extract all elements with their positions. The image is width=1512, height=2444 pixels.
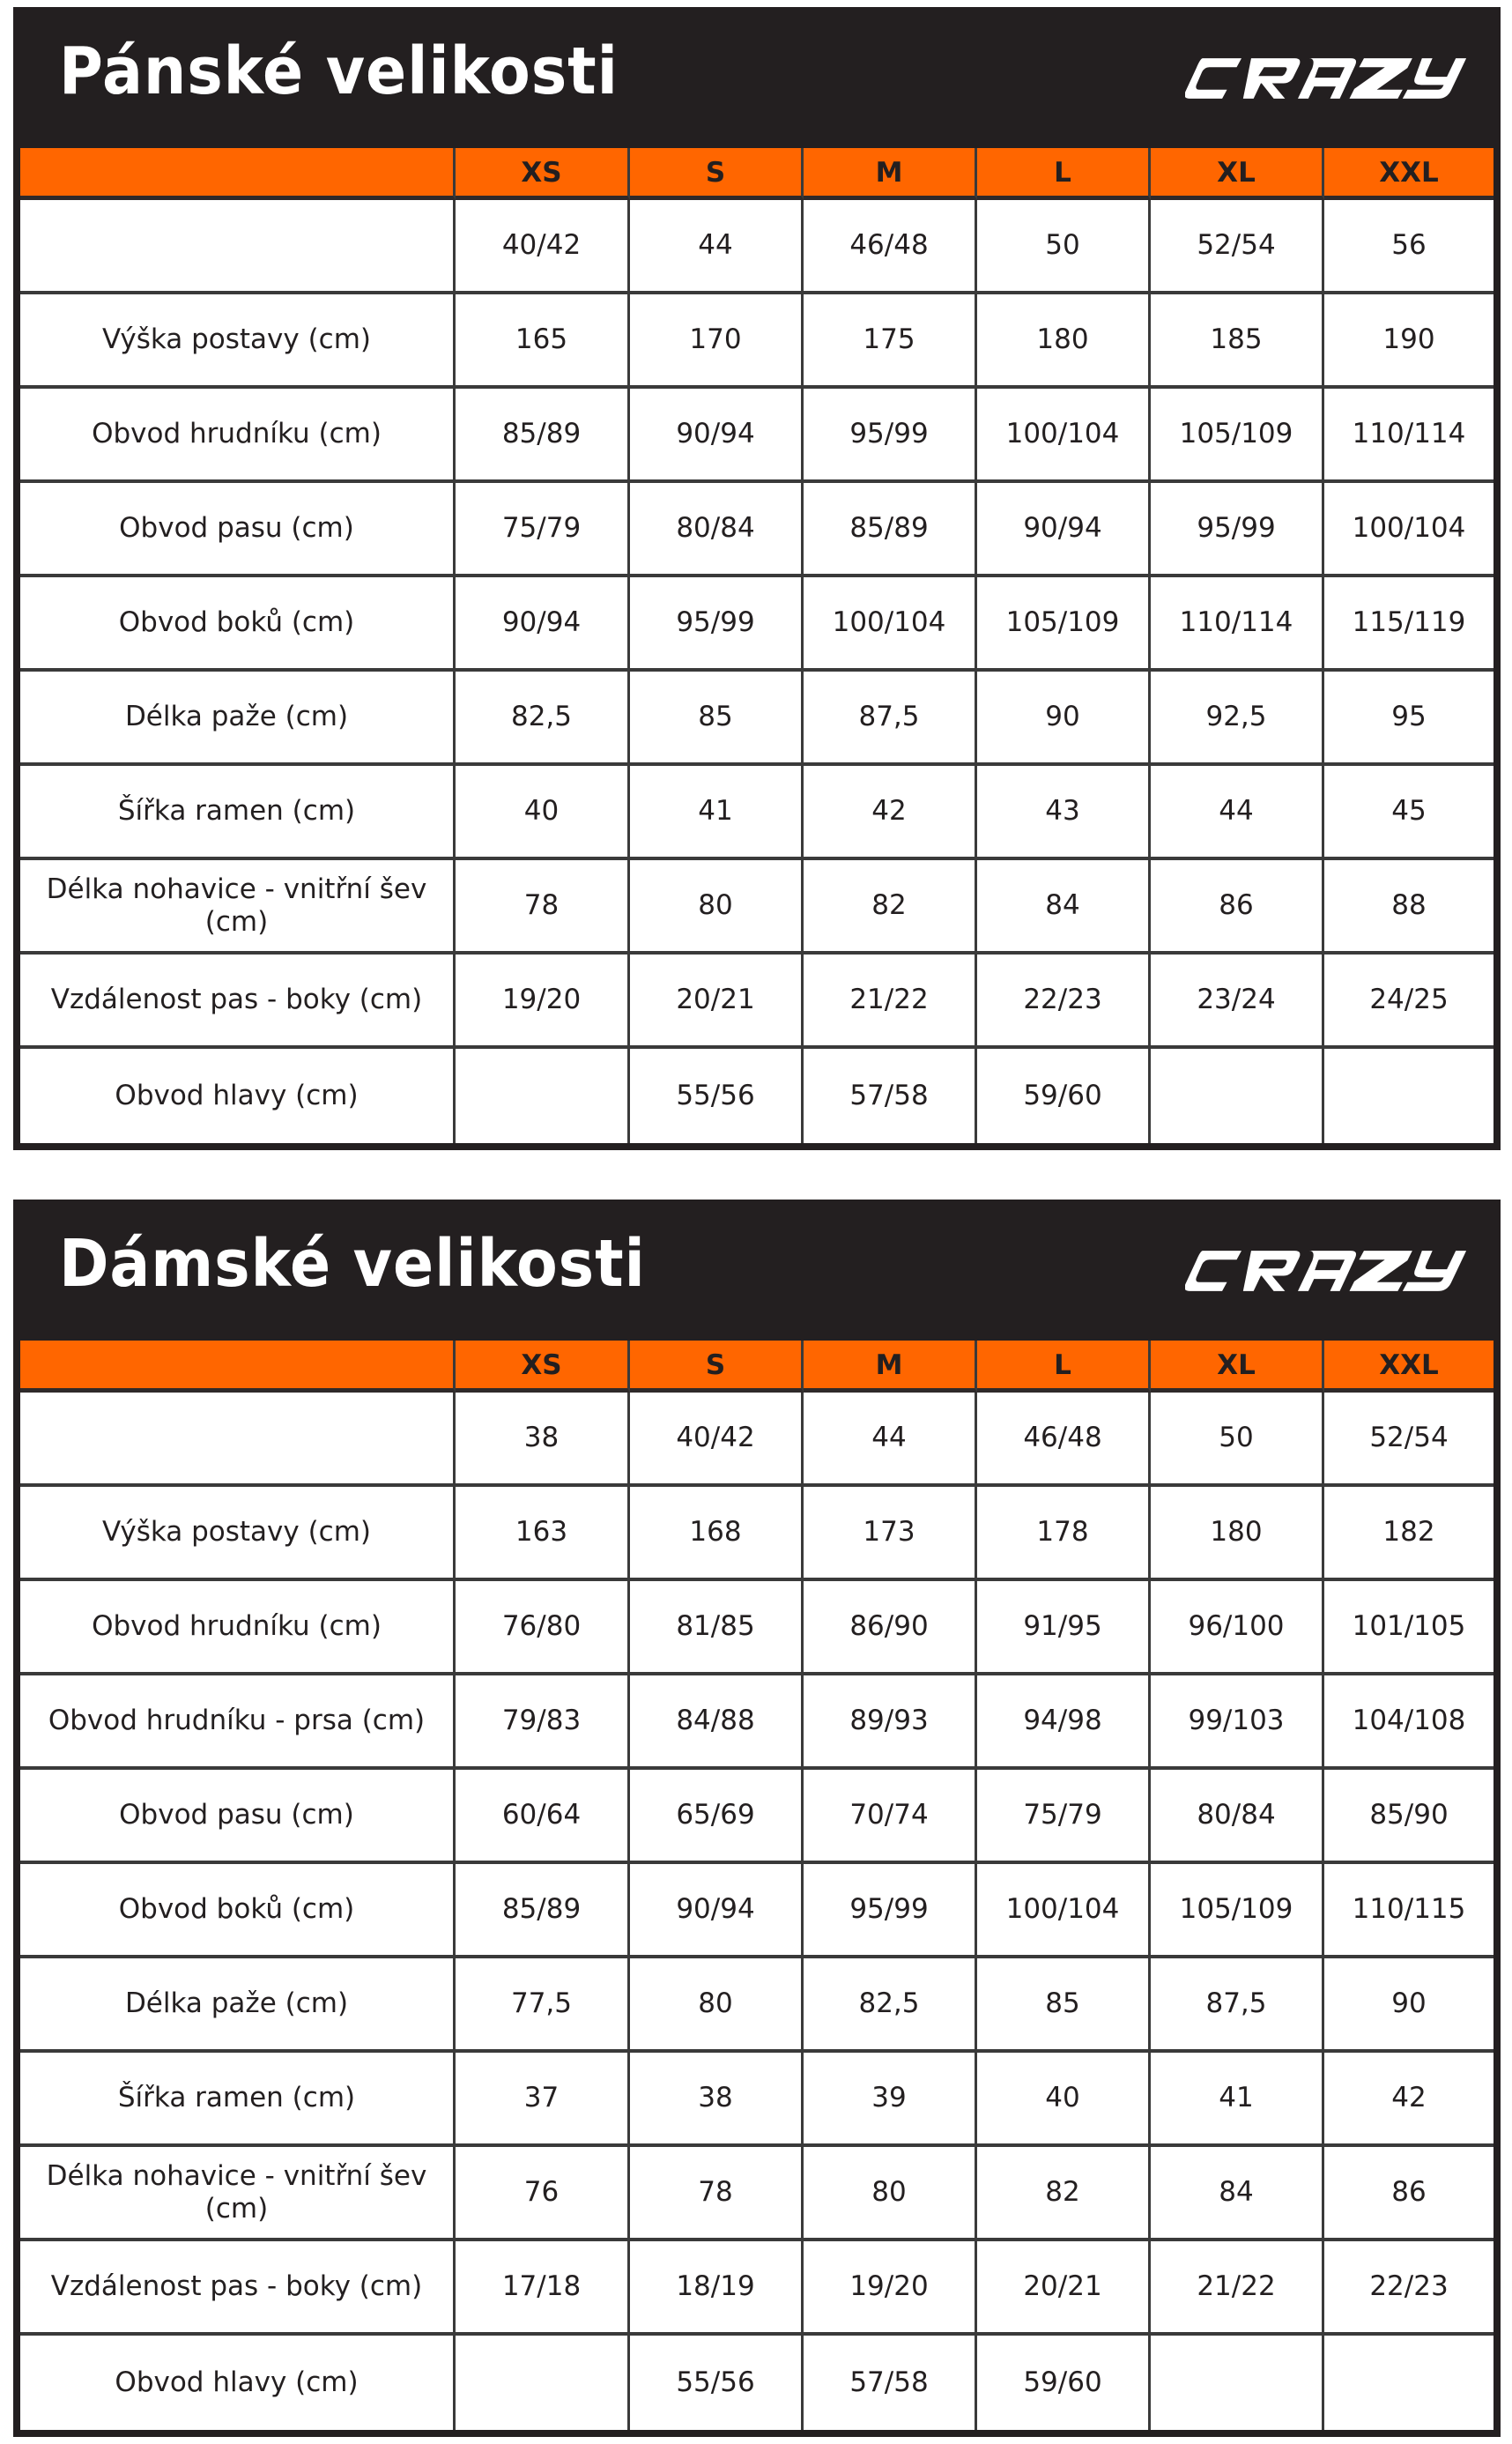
row-label: Šířka ramen (cm) xyxy=(20,766,456,860)
size-value-cell: 55/56 xyxy=(630,2336,804,2430)
size-value-cell: 70/74 xyxy=(804,1770,977,1864)
size-value-cell: 180 xyxy=(977,294,1151,389)
size-header-l: L xyxy=(977,148,1151,200)
size-value-cell: 170 xyxy=(630,294,804,389)
row-label: Vzdálenost pas - boky (cm) xyxy=(20,2241,456,2336)
size-value-cell: 44 xyxy=(804,1393,977,1487)
size-value-cell: 50 xyxy=(1151,1393,1324,1487)
size-value-cell: 38 xyxy=(456,1393,630,1487)
size-value-cell: 180 xyxy=(1151,1487,1324,1581)
size-value-cell: 19/20 xyxy=(804,2241,977,2336)
size-value-cell: 78 xyxy=(456,860,630,955)
size-header-xl: XL xyxy=(1151,1341,1324,1393)
size-value-cell: 44 xyxy=(1151,766,1324,860)
size-value-cell: 23/24 xyxy=(1151,955,1324,1049)
size-value-cell: 80/84 xyxy=(630,483,804,577)
size-value-cell: 105/109 xyxy=(977,577,1151,672)
size-header-m: M xyxy=(804,1341,977,1393)
size-value-cell: 40/42 xyxy=(456,200,630,294)
men-title-bar xyxy=(13,7,1501,148)
size-value-cell: 17/18 xyxy=(456,2241,630,2336)
size-value-cell: 91/95 xyxy=(977,1581,1151,1675)
size-header-xxl: XXL xyxy=(1324,1341,1493,1393)
women-grid xyxy=(20,1341,1493,2430)
size-header-m: M xyxy=(804,148,977,200)
size-value-cell: 42 xyxy=(1324,2053,1493,2147)
crazy-logo-icon xyxy=(1185,1249,1467,1293)
size-value-cell: 115/119 xyxy=(1324,577,1493,672)
size-value-cell: 37 xyxy=(456,2053,630,2147)
size-value-cell: 44 xyxy=(630,200,804,294)
size-value-cell: 110/115 xyxy=(1324,1864,1493,1958)
size-value-cell: 85/89 xyxy=(456,1864,630,1958)
size-value-cell: 82 xyxy=(977,2147,1151,2241)
size-value-cell: 89/93 xyxy=(804,1675,977,1770)
size-value-cell: 99/103 xyxy=(1151,1675,1324,1770)
size-value-cell: 40/42 xyxy=(630,1393,804,1487)
size-value-cell: 96/100 xyxy=(1151,1581,1324,1675)
size-value-cell: 101/105 xyxy=(1324,1581,1493,1675)
size-value-cell: 52/54 xyxy=(1324,1393,1493,1487)
size-value-cell: 55/56 xyxy=(630,1049,804,1143)
size-value-cell: 90/94 xyxy=(630,1864,804,1958)
size-value-cell: 173 xyxy=(804,1487,977,1581)
women-size-table xyxy=(13,1200,1501,2437)
size-value-cell: 95 xyxy=(1324,672,1493,766)
size-value-cell: 82,5 xyxy=(456,672,630,766)
size-header-xs: XS xyxy=(456,148,630,200)
size-value-cell: 87,5 xyxy=(1151,1958,1324,2053)
size-value-cell: 18/19 xyxy=(630,2241,804,2336)
size-value-cell: 40 xyxy=(456,766,630,860)
size-value-cell: 90/94 xyxy=(630,389,804,483)
size-value-cell: 57/58 xyxy=(804,2336,977,2430)
size-value-cell: 41 xyxy=(1151,2053,1324,2147)
size-value-cell: 110/114 xyxy=(1151,577,1324,672)
size-value-cell: 100/104 xyxy=(1324,483,1493,577)
size-value-cell: 77,5 xyxy=(456,1958,630,2053)
men-table-title: Pánské velikosti xyxy=(59,33,619,109)
size-value-cell: 90 xyxy=(977,672,1151,766)
size-header-l: L xyxy=(977,1341,1151,1393)
row-label: Výška postavy (cm) xyxy=(20,294,456,389)
size-value-cell: 38 xyxy=(630,2053,804,2147)
size-value-cell: 65/69 xyxy=(630,1770,804,1864)
row-label: Délka paže (cm) xyxy=(20,672,456,766)
size-value-cell: 46/48 xyxy=(977,1393,1151,1487)
size-value-cell: 110/114 xyxy=(1324,389,1493,483)
size-value-cell: 82 xyxy=(804,860,977,955)
size-value-cell xyxy=(456,1049,630,1143)
size-value-cell: 80 xyxy=(630,860,804,955)
size-value-cell: 24/25 xyxy=(1324,955,1493,1049)
size-value-cell: 85/90 xyxy=(1324,1770,1493,1864)
row-label: Obvod hlavy (cm) xyxy=(20,1049,456,1143)
size-value-cell: 185 xyxy=(1151,294,1324,389)
size-value-cell: 105/109 xyxy=(1151,389,1324,483)
size-value-cell: 59/60 xyxy=(977,2336,1151,2430)
size-value-cell: 100/104 xyxy=(804,577,977,672)
size-value-cell: 19/20 xyxy=(456,955,630,1049)
size-value-cell: 41 xyxy=(630,766,804,860)
row-label: Obvod hrudníku (cm) xyxy=(20,389,456,483)
size-value-cell: 56 xyxy=(1324,200,1493,294)
size-value-cell: 92,5 xyxy=(1151,672,1324,766)
size-value-cell: 40 xyxy=(977,2053,1151,2147)
size-value-cell: 80 xyxy=(630,1958,804,2053)
size-value-cell: 80/84 xyxy=(1151,1770,1324,1864)
row-label: Délka nohavice - vnitřní šev (cm) xyxy=(20,2147,456,2241)
size-header-s: S xyxy=(630,1341,804,1393)
row-label: Obvod hlavy (cm) xyxy=(20,2336,456,2430)
size-value-cell: 50 xyxy=(977,200,1151,294)
header-blank-cell xyxy=(20,1341,456,1393)
size-value-cell: 76/80 xyxy=(456,1581,630,1675)
size-value-cell: 94/98 xyxy=(977,1675,1151,1770)
size-value-cell: 84 xyxy=(977,860,1151,955)
size-value-cell: 88 xyxy=(1324,860,1493,955)
size-value-cell: 95/99 xyxy=(630,577,804,672)
size-value-cell: 95/99 xyxy=(804,1864,977,1958)
crazy-logo-icon xyxy=(1185,56,1467,100)
row-label: Obvod pasu (cm) xyxy=(20,483,456,577)
row-label: Obvod boků (cm) xyxy=(20,577,456,672)
size-value-cell: 165 xyxy=(456,294,630,389)
size-value-cell: 87,5 xyxy=(804,672,977,766)
row-label: Šířka ramen (cm) xyxy=(20,2053,456,2147)
size-value-cell: 59/60 xyxy=(977,1049,1151,1143)
size-value-cell: 85 xyxy=(630,672,804,766)
size-value-cell: 95/99 xyxy=(804,389,977,483)
size-header-xxl: XXL xyxy=(1324,148,1493,200)
size-value-cell: 78 xyxy=(630,2147,804,2241)
size-value-cell: 168 xyxy=(630,1487,804,1581)
size-value-cell: 20/21 xyxy=(977,2241,1151,2336)
row-label xyxy=(20,1393,456,1487)
size-value-cell: 80 xyxy=(804,2147,977,2241)
size-value-cell: 104/108 xyxy=(1324,1675,1493,1770)
size-header-xs: XS xyxy=(456,1341,630,1393)
size-value-cell: 52/54 xyxy=(1151,200,1324,294)
size-value-cell: 86 xyxy=(1324,2147,1493,2241)
size-value-cell: 43 xyxy=(977,766,1151,860)
size-value-cell xyxy=(456,2336,630,2430)
size-value-cell: 60/64 xyxy=(456,1770,630,1864)
size-value-cell: 90/94 xyxy=(977,483,1151,577)
size-value-cell: 45 xyxy=(1324,766,1493,860)
size-value-cell: 86/90 xyxy=(804,1581,977,1675)
row-label: Obvod hrudníku (cm) xyxy=(20,1581,456,1675)
size-value-cell: 84 xyxy=(1151,2147,1324,2241)
size-value-cell: 85 xyxy=(977,1958,1151,2053)
size-value-cell: 90/94 xyxy=(456,577,630,672)
women-table-title: Dámské velikosti xyxy=(59,1226,646,1302)
size-header-s: S xyxy=(630,148,804,200)
row-label: Délka paže (cm) xyxy=(20,1958,456,2053)
size-value-cell: 20/21 xyxy=(630,955,804,1049)
size-value-cell: 163 xyxy=(456,1487,630,1581)
size-value-cell: 86 xyxy=(1151,860,1324,955)
size-value-cell: 175 xyxy=(804,294,977,389)
size-value-cell: 100/104 xyxy=(977,389,1151,483)
size-value-cell: 76 xyxy=(456,2147,630,2241)
size-value-cell xyxy=(1324,2336,1493,2430)
size-value-cell: 21/22 xyxy=(1151,2241,1324,2336)
size-value-cell: 85/89 xyxy=(804,483,977,577)
size-value-cell: 84/88 xyxy=(630,1675,804,1770)
size-value-cell xyxy=(1151,1049,1324,1143)
size-value-cell: 178 xyxy=(977,1487,1151,1581)
size-value-cell: 81/85 xyxy=(630,1581,804,1675)
size-value-cell: 75/79 xyxy=(456,483,630,577)
size-value-cell: 105/109 xyxy=(1151,1864,1324,1958)
men-grid xyxy=(20,148,1493,1143)
size-value-cell: 182 xyxy=(1324,1487,1493,1581)
size-value-cell: 57/58 xyxy=(804,1049,977,1143)
size-header-xl: XL xyxy=(1151,148,1324,200)
size-value-cell: 95/99 xyxy=(1151,483,1324,577)
size-value-cell: 82,5 xyxy=(804,1958,977,2053)
size-value-cell: 22/23 xyxy=(977,955,1151,1049)
size-value-cell: 39 xyxy=(804,2053,977,2147)
size-value-cell: 100/104 xyxy=(977,1864,1151,1958)
row-label xyxy=(20,200,456,294)
size-value-cell xyxy=(1151,2336,1324,2430)
size-value-cell: 85/89 xyxy=(456,389,630,483)
size-value-cell xyxy=(1324,1049,1493,1143)
header-blank-cell xyxy=(20,148,456,200)
row-label: Obvod pasu (cm) xyxy=(20,1770,456,1864)
men-size-table xyxy=(13,7,1501,1150)
row-label: Délka nohavice - vnitřní šev (cm) xyxy=(20,860,456,955)
row-label: Obvod hrudníku - prsa (cm) xyxy=(20,1675,456,1770)
size-value-cell: 75/79 xyxy=(977,1770,1151,1864)
women-title-bar xyxy=(13,1200,1501,1341)
row-label: Obvod boků (cm) xyxy=(20,1864,456,1958)
size-value-cell: 190 xyxy=(1324,294,1493,389)
size-value-cell: 46/48 xyxy=(804,200,977,294)
size-value-cell: 79/83 xyxy=(456,1675,630,1770)
size-value-cell: 42 xyxy=(804,766,977,860)
row-label: Vzdálenost pas - boky (cm) xyxy=(20,955,456,1049)
size-value-cell: 90 xyxy=(1324,1958,1493,2053)
size-value-cell: 21/22 xyxy=(804,955,977,1049)
size-value-cell: 22/23 xyxy=(1324,2241,1493,2336)
row-label: Výška postavy (cm) xyxy=(20,1487,456,1581)
